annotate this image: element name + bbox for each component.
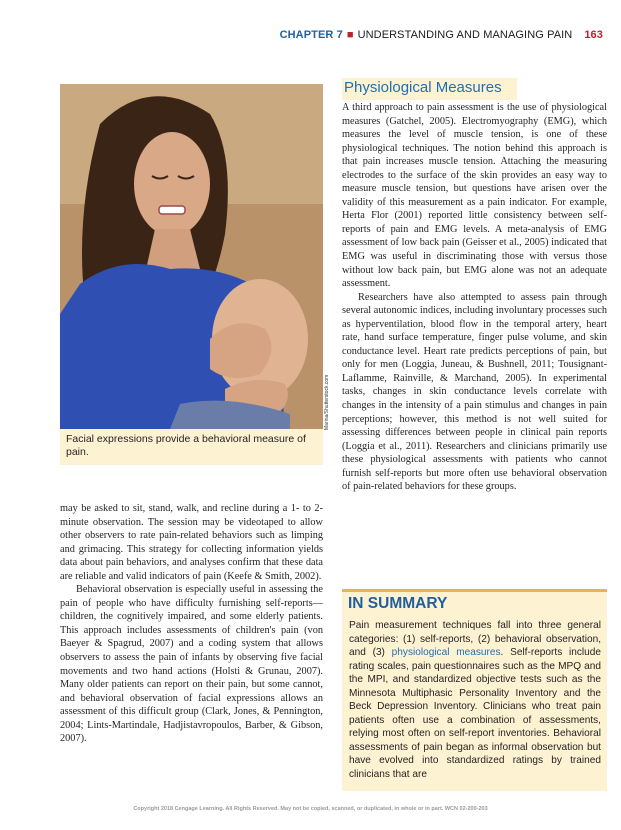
woman-knee-pain-photo [60, 84, 323, 429]
figure-caption: Facial expressions provide a behavioral measure of pain. [60, 429, 323, 465]
photo-illustration [60, 84, 323, 429]
physiological-measures-link[interactable]: physiological measures [391, 647, 501, 659]
summary-text [342, 615, 607, 782]
paragraph: may be asked to sit, stand, walk, and recline during a 1- to 2-minute observation. The session may be videotaped to allow other observers to rate pain-related behaviors such as limping and grimacing. This strategy for collecting information yields data about pain behaviors, and analyses confirm that these data are reliable and valid indicators of pain (Keefe & Smith, 2002). [60, 503, 323, 582]
paragraph: Researchers have also attempted to assess pain through several autonomic indices, including involuntary processes such as hyperventilation, blood flow in the temporal artery, heart rate, hand surface temperature, finger pulse volume, and skin conductance level. Heart rate predicts perceptions of pain, but only for men (Loggia, Juneau, & Bushnell, 2011; Tousignant-Laflamme, Rainville, & Marchand, 2005). In experimental tasks, changes in skin conductance levels correlate with changes in the intensity of a pain stimulus and changes in pain perceptions; however, this method is not well suited for assessing differences between people in clinical pain reports (Loggia et al., 2011). Researchers and clinicians primarily use these physiological assessments with patients who cannot furnish self-reports but more often use behavioral observation of pain-related behaviors for these groups. [342, 291, 607, 493]
copyright-footer: Copyright 2018 Cengage Learning. All Rights Reserved. May not be copied, scanned, or duplicated, in whole or in part. WCN 02-200-203 [133, 806, 488, 812]
separator-square-icon: ■ [346, 29, 354, 41]
chapter-label: CHAPTER 7 [279, 29, 343, 41]
section-heading: Physiological Measures [342, 78, 517, 100]
summary-text-end: . Self-reports include rating scales, pain questionnaires such as the MPQ and the MPI, and standardized objective tests such as the Minnesota Multiphasic Personality Inventory and the Beck Depression Inventory. Clinicians who treat pain patients often use a combination of assessments, relying most often on self-report inventories. Behavioral assessments of pain began as informal observation but have evolved into standardized ratings by trained clinicians that are [349, 647, 601, 781]
chapter-title: UNDERSTANDING AND MANAGING PAIN [357, 29, 573, 41]
summary-text-start: Pain measurement techniques fall into three general categories: (1) self-reports, (2) behavioral observation, and (3) [349, 620, 601, 659]
left-column-text [60, 502, 323, 746]
photo-credit: Marina/Shutterstock.com [324, 374, 330, 430]
running-header [280, 29, 603, 41]
page-number: 163 [584, 29, 603, 41]
summary-heading: IN SUMMARY [348, 595, 448, 612]
paragraph: Behavioral observation is especially useful in assessing the pain of people who have difficulty furnishing self-reports—children, the cognitively impaired, and some elderly patients. This approach includes assessments of children's pain (von Baeyer & Spagrud, 2007) and a coding system that allows observers to assess the pain of infants by observing five facial movements and two hand actions (Holsti & Grunau, 2007). Many older patients can report on their pain, but some cannot, and behavioral observation of facial expressions allows an assessment of this difficult group (Clark, Jones, & Pennington, 2004; Lints-Martindale, Hadjistavropoulos, Barber, & Gibson, 2007). [60, 584, 323, 745]
in-summary-box [342, 589, 607, 791]
right-column-text [342, 101, 607, 494]
paragraph: A third approach to pain assessment is the use of physiological measures (Gatchel, 2005). Electromyography (EMG), which measures the level of muscle tension, is one of these physiological techniques. The notion behind this approach is that pain increases muscle tension. Attaching the measuring electrodes to the surface of the skin provides an easy way to measure muscle tension, but questions have arisen over the validity of this measurement as a pain indicator. For example, Herta Flor (2001) reported little consistency between self-reports of pain and EMG levels. A meta-analysis of EMG assessment of low back pain (Geisser et al., 2005) indicated that EMG was useful in discriminating those with versus those without low back pain, but EMG alone was not an adequate assessment. [342, 102, 607, 290]
